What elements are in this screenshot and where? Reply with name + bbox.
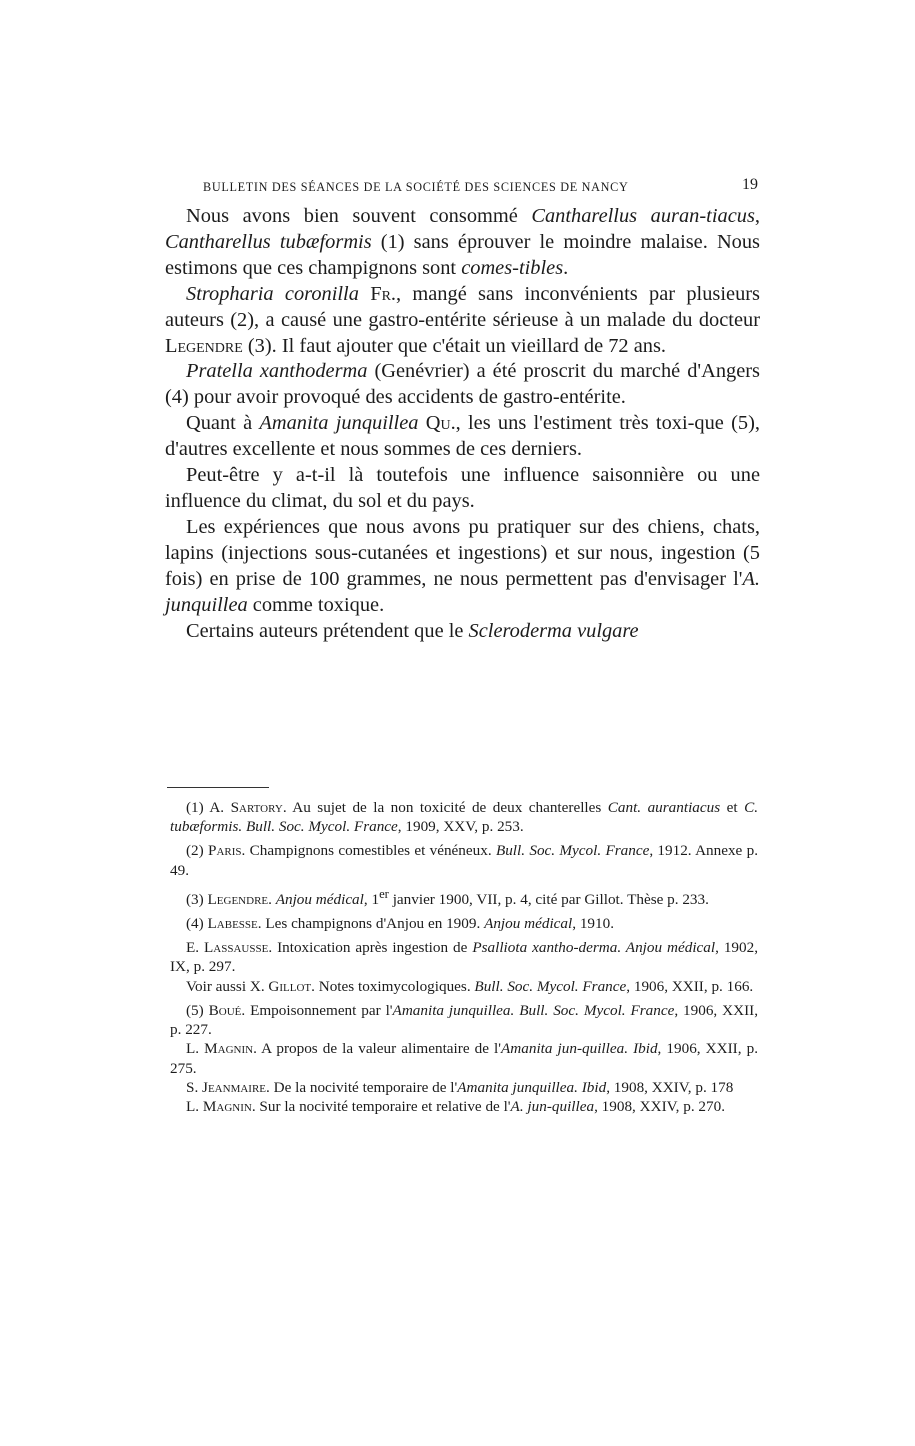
text-run: . De la nocivité temporaire de l' — [266, 1078, 458, 1096]
author-abbrev: Qu — [418, 412, 451, 435]
footnotes — [170, 798, 758, 1116]
citation-title: Anjou médical — [484, 915, 573, 933]
species-name: Amanita junquillea — [259, 412, 419, 435]
running-header — [203, 176, 758, 200]
text-run: , 1906, XXII, p. 275. — [170, 1040, 758, 1077]
citation-title: Bull. Soc. Mycol. France — [495, 842, 650, 860]
paragraph — [165, 282, 760, 360]
author-name: Sartory — [230, 799, 283, 816]
emphasis: comes-tibles — [461, 256, 564, 279]
author-name: Legendre — [165, 334, 243, 357]
text-run: , — [754, 205, 760, 227]
author-name: Paris — [208, 842, 242, 860]
text-run: . Empoisonnement par l' — [241, 1001, 393, 1019]
footnote — [170, 798, 758, 836]
paragraph — [165, 619, 760, 645]
footnote — [170, 938, 758, 976]
citation-title: C. tubæformis. Bull. Soc. Mycol. France — [170, 799, 758, 836]
paragraph — [165, 411, 760, 463]
text-run: et — [720, 799, 745, 816]
text-run: Nous avons bien souvent consommé — [186, 205, 532, 227]
main-text — [165, 204, 760, 644]
author-name: Lassausse — [204, 939, 269, 957]
citation-title: Amanita jun-quillea. Ibid — [501, 1040, 658, 1058]
paragraph — [165, 463, 760, 515]
footnote — [170, 1039, 758, 1077]
text-run: (3) — [186, 890, 208, 908]
author-name: Magnin — [202, 1097, 252, 1115]
footnote — [170, 885, 758, 909]
text-run: janvier 1900, VII, p. 4, cité par Gillot. Thèse p. 233. — [388, 890, 709, 908]
page-number: 19 — [742, 176, 758, 193]
citation-title: A. jun-quillea — [510, 1097, 595, 1115]
text-run: , 1908, XXIV, p. 270. — [594, 1097, 726, 1115]
text-run: Les expériences que nous avons pu pratiquer sur des chiens, chats, lapins (injections sous-cutanées et ingestions) et sur nous, ingestion (5 fois) en prise de 100 grammes, ne nous permettent pas d'envisager l' — [165, 515, 760, 590]
author-name: Gillot — [268, 977, 312, 995]
text-run: . A propos de la valeur alimentaire de l' — [253, 1040, 502, 1058]
text-run: , mangé sans inconvénients par plusieurs auteurs (2), a causé une gastro-entérite sérieuse à un malade du docteur — [165, 282, 760, 331]
text-run: L. — [186, 1040, 205, 1058]
text-run: , 1906, XXII, p. 227. — [170, 1001, 758, 1039]
text-run: . Champignons comestibles et vénéneux. — [241, 842, 496, 860]
text-run: . — [563, 256, 569, 279]
species-name: Scleroderma vulgare — [468, 619, 639, 642]
text-run: , 1908, XXIV, p. 178 — [606, 1078, 734, 1096]
text-run: , 1 — [363, 890, 380, 908]
text-run: comme toxique. — [247, 593, 385, 616]
ordinal-suffix: er — [379, 886, 389, 901]
footnote — [170, 977, 758, 996]
text-run: (1) A. — [186, 799, 231, 816]
citation-title: Cant. aurantiacus — [607, 799, 721, 816]
text-run: Voir aussi X. — [186, 977, 269, 995]
text-run: Peut-être y a-t-il là toutefois une influence saisonnière ou une influence du climat, du sol et du pays. — [165, 464, 760, 512]
text-run: , 1902, IX, p. 297. — [170, 939, 759, 976]
citation-title: Psalliota xantho-derma. Anjou médical — [472, 939, 716, 957]
text-run: (Genévrier) a été proscrit du marché d'Angers (4) pour avoir provoqué des accidents de gastro-entérite. — [165, 360, 760, 409]
text-run: L. — [186, 1097, 203, 1115]
author-name: Jeanmaire — [202, 1078, 267, 1096]
footnote — [170, 1078, 758, 1097]
text-run: (2) — [186, 842, 209, 860]
footnote — [170, 1097, 758, 1116]
species-name: Pratella xanthoderma — [186, 360, 368, 383]
footnote — [170, 841, 758, 879]
species-name: Cantharellus auran-tiacus — [531, 205, 755, 227]
citation-title: Anjou médical — [275, 890, 364, 908]
species-name: Cantharellus tubæformis — [165, 230, 372, 253]
text-run: . Sur la nocivité temporaire et relative de l' — [251, 1097, 511, 1115]
text-run: E. — [186, 939, 205, 957]
text-run: (1) sans éprouver le moindre malaise. Nous estimons que ces champignons sont — [165, 230, 760, 279]
citation-title: Bull. Soc. Mycol. France — [474, 977, 627, 995]
text-run: . — [268, 890, 276, 908]
text-run: (3). Il faut ajouter que c'était un vieillard de 72 ans. — [242, 334, 667, 357]
text-run: , 1909, XXV, p. 253. — [397, 818, 524, 836]
text-run: S. — [186, 1078, 203, 1096]
footnote — [170, 1001, 758, 1039]
paragraph — [165, 515, 760, 619]
text-run: , 1910. — [572, 915, 614, 933]
citation-title: Amanita junquillea. Ibid — [457, 1078, 607, 1096]
text-run: Certains auteurs prétendent que le — [186, 619, 469, 642]
text-run: . Notes toximycologiques. — [311, 977, 475, 995]
text-run: . Les champignons d'Anjou en 1909. — [257, 915, 485, 933]
text-run: (4) — [186, 915, 208, 933]
author-name: Magnin — [204, 1040, 254, 1058]
species-name: Stropharia coronilla — [186, 282, 359, 305]
author-abbrev: Fr. — [358, 282, 396, 305]
text-run: ., les uns l'estiment très toxi-que (5), d'autres excellente et nous sommes de ces derniers. — [165, 412, 760, 461]
paragraph — [165, 204, 760, 282]
citation-title: Amanita junquillea. Bull. Soc. Mycol. France — [392, 1001, 675, 1019]
species-name: A. junquillea — [165, 567, 760, 616]
footnote-separator — [167, 787, 269, 788]
author-name: Legendre — [207, 890, 269, 908]
text-run: Quant à — [186, 412, 260, 435]
paragraph — [165, 359, 760, 411]
author-name: Labesse — [207, 915, 258, 933]
author-name: Boué — [208, 1001, 242, 1019]
footnote — [170, 914, 758, 933]
text-run: (5) — [186, 1001, 209, 1019]
running-title: BULLETIN DES SÉANCES DE LA SOCIÉTÉ DES SCIENCES DE NANCY — [203, 180, 629, 194]
text-run: . Au sujet de la non toxicité de deux chanterelles — [282, 799, 608, 816]
text-run: , 1912. Annexe p. 49. — [170, 842, 758, 879]
text-run: . Intoxication après ingestion de — [268, 939, 473, 957]
text-run: , 1906, XXII, p. 166. — [626, 977, 754, 995]
